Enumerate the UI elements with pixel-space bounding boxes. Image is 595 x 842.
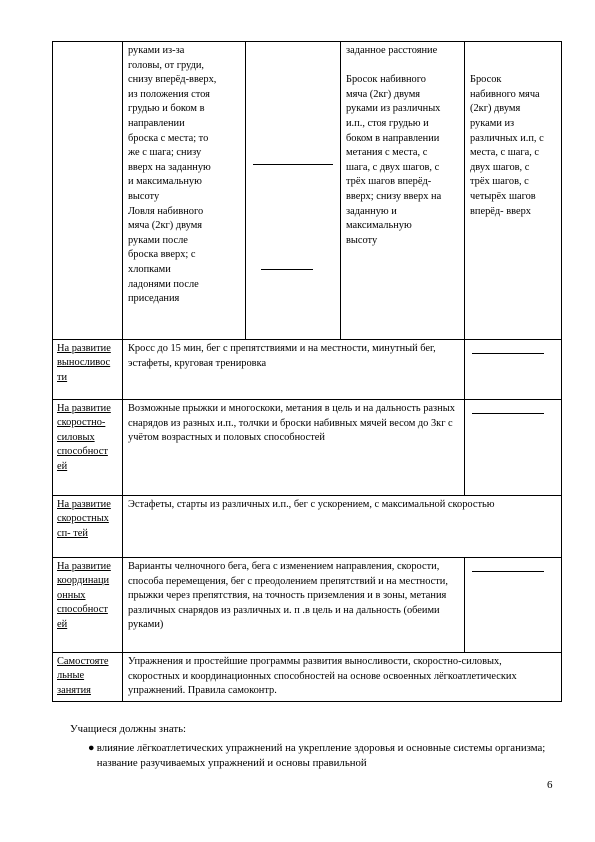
list-item-text: влияние лёгкоатлетических упражнений на укрепление здоровья и основные системы организма; название разучиваемых упражнений и основы правильной [96, 741, 546, 769]
list-item [70, 741, 550, 772]
row-label: На развитие скоростно-силовых способност ей [53, 400, 123, 496]
blank-line [472, 353, 544, 354]
blank-line [261, 269, 313, 270]
table-row [53, 400, 562, 496]
blank-cell [465, 558, 562, 653]
exercise-cell: руками из-за головы, от груди, снизу вперёд-вверх, из положения стоя грудью и боком в направлении броска с места; то же с шага; снизу вверх на заданную и максимальную высоту Ловля набивного мяча (2кг) двумя руками после броска вверх; с хлопками ладонями после приседания [123, 42, 246, 340]
intro-line: Учащиеся должны знать: [70, 723, 187, 735]
blank-cell [465, 400, 562, 496]
exercise-cell: заданное расстояние Бросок набивного мяча (2кг) двумя руками из различных и.п., стоя грудью и боком в направлении метания с места, с шага, с двух шагов, с трёх шагов вперёд- вверх; снизу вверх на заданную и максимальную высоту [341, 42, 465, 340]
row-label: На развитие координаци онных способност ей [53, 558, 123, 653]
blank-line [253, 164, 333, 165]
table-row [53, 558, 562, 653]
exercise-cell: Бросок набивного мяча (2кг) двумя руками из различных и.п, с места, с шага, с двух шагов, с трёх шагов, с четырёх шагов вперёд- вверх [465, 42, 562, 340]
blank-cell [465, 340, 562, 400]
table-row [53, 340, 562, 400]
row-text: Возможные прыжки и многоскоки, метания в цель и на дальность разных снарядов из разных и.п., толчки и броски набивных мячей весом до 3кг с учётом возрастных и половых способностей [123, 400, 465, 496]
table-row [53, 496, 562, 558]
table-row-top [53, 42, 562, 340]
bullet-icon: ● [88, 741, 95, 754]
blank-cell [246, 42, 341, 340]
row-text: Кросс до 15 мин, бег с препятствиями и на местности, минутный бег, эстафеты, круговая тренировка [123, 340, 465, 400]
row-label: На развитие скоростных сп- тей [53, 496, 123, 558]
row-text: Эстафеты, старты из различных и.п., бег с ускорением, с максимальной скоростью [123, 496, 562, 558]
row-label: Самостояте льные занятия [53, 653, 123, 702]
table-row [53, 653, 562, 702]
content-table [52, 41, 562, 702]
blank-line [472, 571, 544, 572]
row-label: На развитие выносливос ти [53, 340, 123, 400]
page-number: 6 [547, 779, 553, 791]
row-text: Варианты челночного бега, бега с изменением направления, скорости, способа перемещения, бег с преодолением препятствий и на местности, прыжки через препятствия, на точность приземления и в зоны, метания различных снарядов из различных и. п .в цель и на дальность (обеими руками) [123, 558, 465, 653]
after-table-text [70, 722, 550, 772]
row-text: Упражнения и простейшие программы развития выносливости, скоростно-силовых, скоростных и координационных способностей на основе освоенных лёгкоатлетических упражнений. Правила самоконтр. [123, 653, 562, 702]
blank-line [472, 413, 544, 414]
empty-label-cell [53, 42, 123, 340]
